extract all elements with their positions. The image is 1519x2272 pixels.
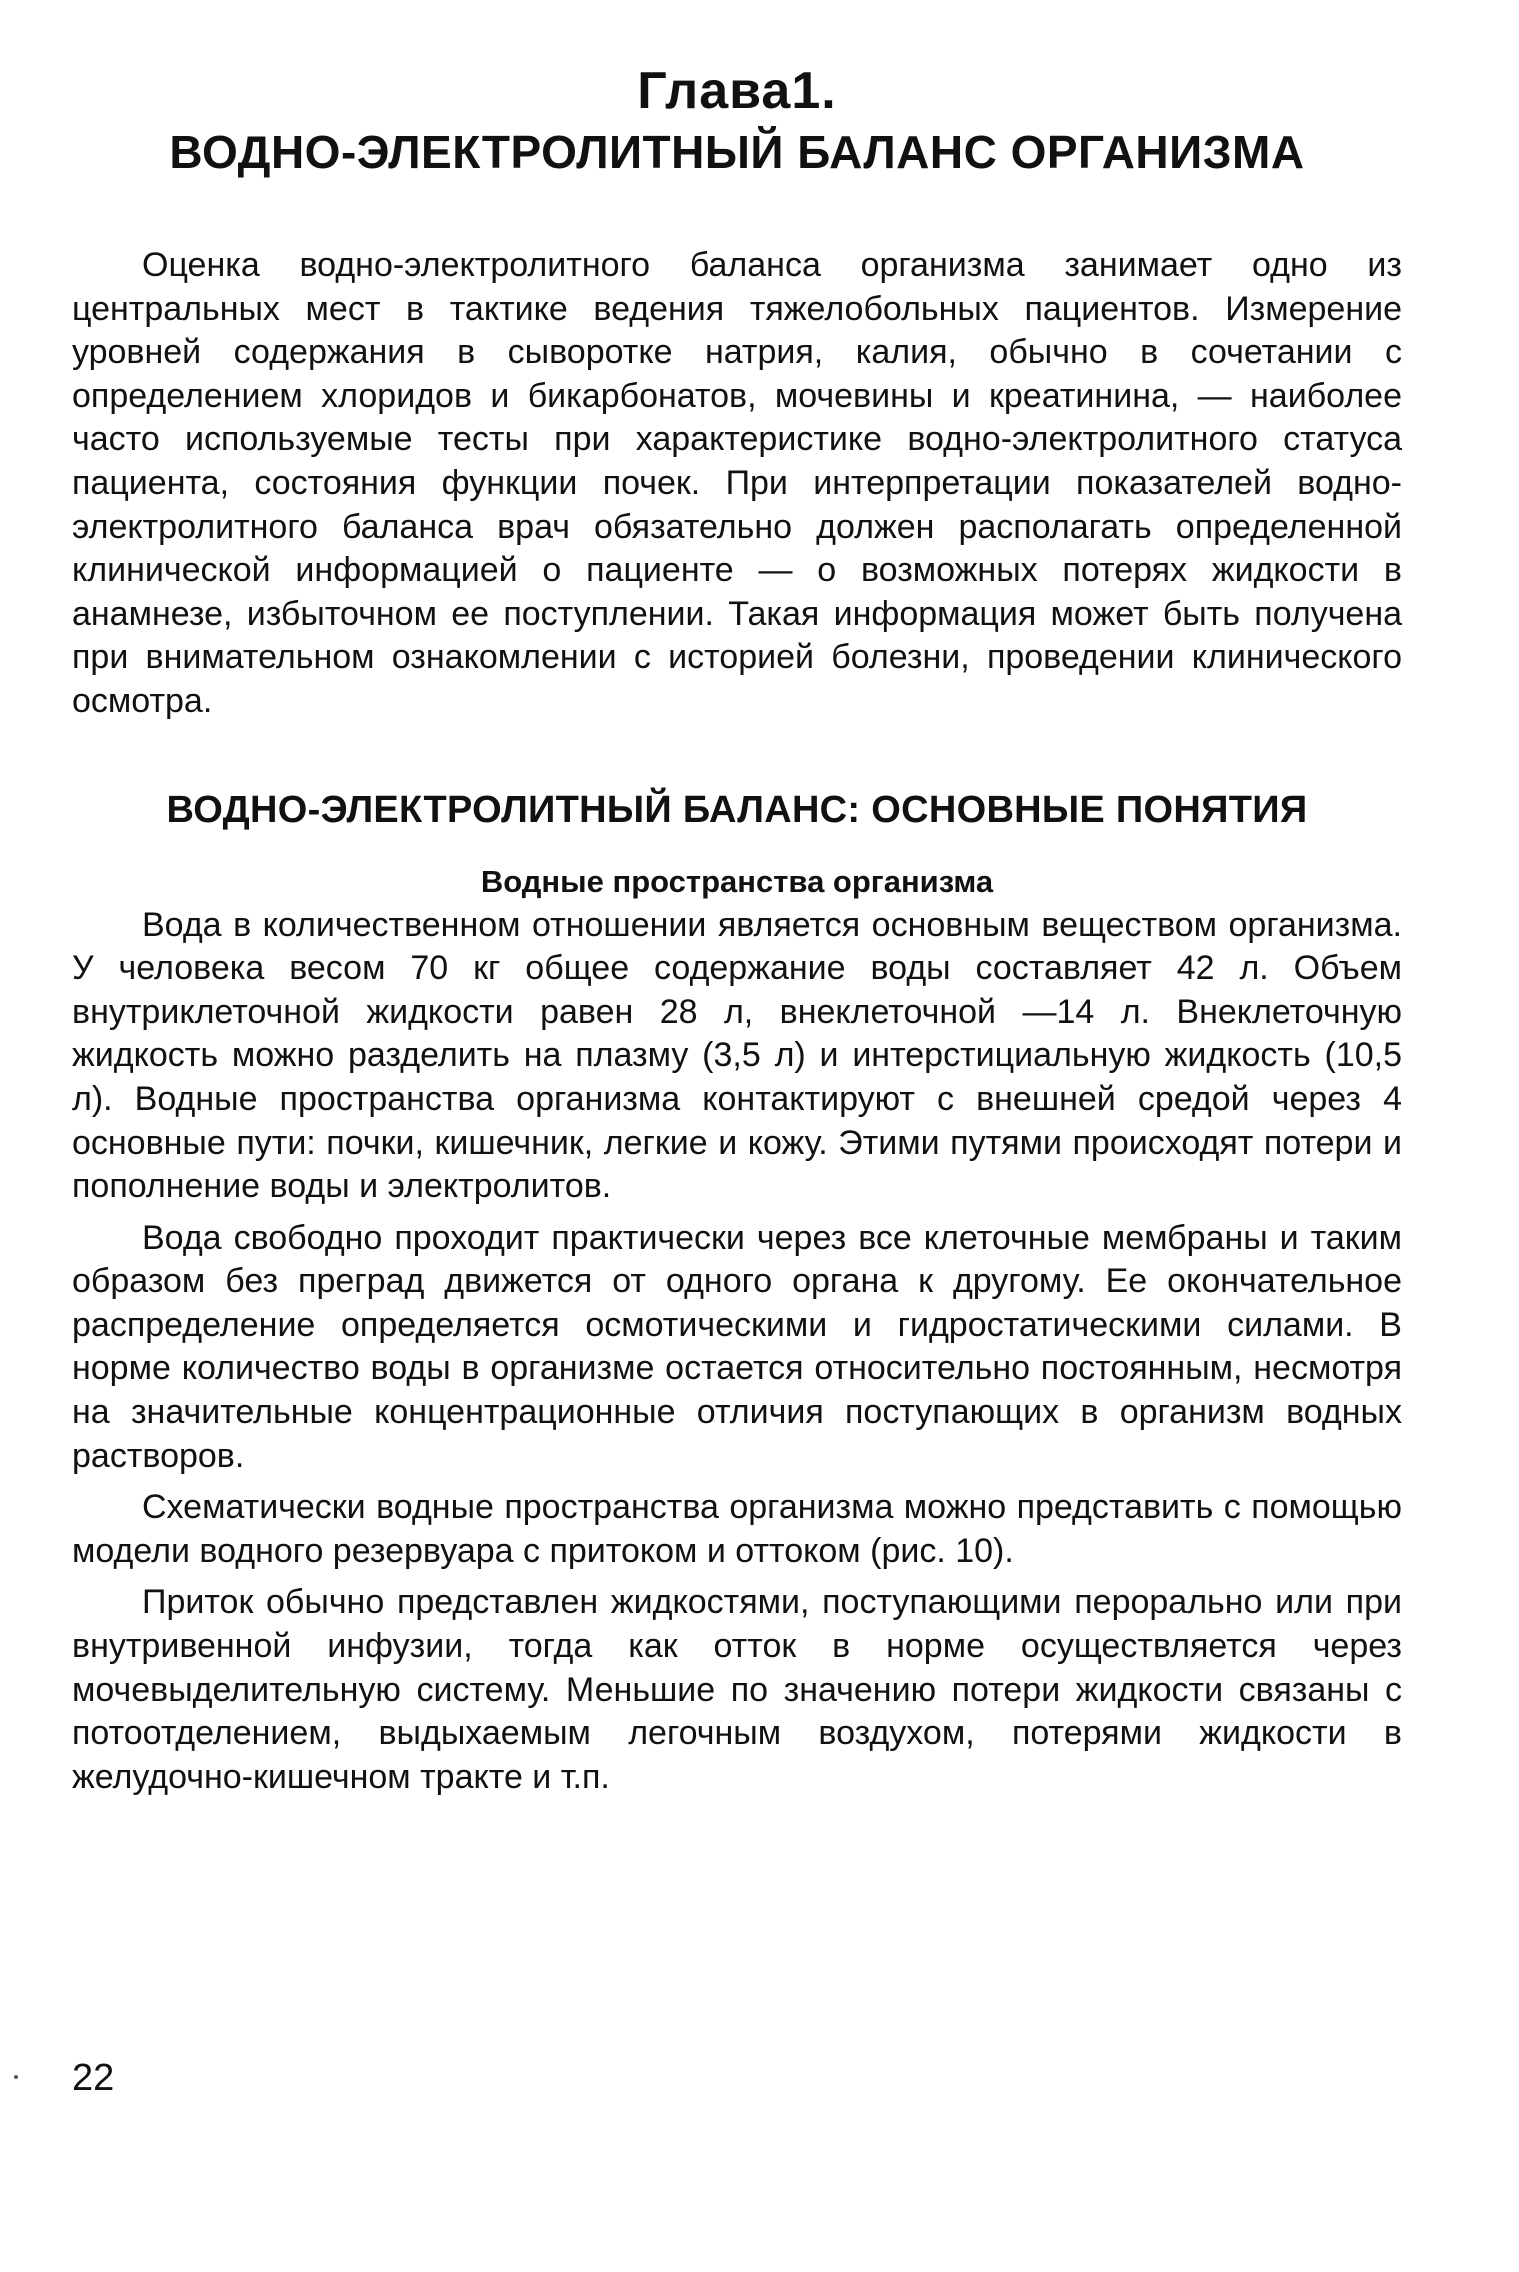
book-page xyxy=(72,60,1402,1799)
subsection-title: Водные пространства организма xyxy=(480,863,994,899)
body-paragraph-4: Приток обычно представлен жидкостями, поступающими перорально или при внутривенной инфузии, тогда как отток в норме осуществляется через мочевыделительную систему. Меньшие по значению потери жидкости связаны с потоотделением, выдыхаемым легочным воздухом, потерями жидкости в желудочно-кишечном тракте и т.п. xyxy=(72,1583,1402,1796)
chapter-label: Глава1. xyxy=(637,62,837,120)
page-number: 22 xyxy=(72,2057,115,2099)
section-title: ВОДНО-ЭЛЕКТРОЛИТНЫЙ БАЛАНС: ОСНОВНЫЕ ПОНЯТИЯ xyxy=(166,788,1308,831)
scan-speck xyxy=(14,2075,18,2079)
chapter-title: ВОДНО-ЭЛЕКТРОЛИТНЫЙ БАЛАНС ОРГАНИЗМА xyxy=(169,126,1305,178)
body-paragraph-1: Вода в количественном отношении является основным веществом организма. У человека весом 70 кг общее содержание воды составляет 42 л. Объем внутриклеточной жидкости равен 28 л, внеклеточной —14 л. Внеклеточную жидкость можно разделить на плазму (3,5 л) и интерстициальную жидкость (10,5 л). Водные пространства организма контактируют с внешней средой через 4 основные пути: почки, кишечник, легкие и кожу. Этими путями происходят потери и пополнение воды и электролитов. xyxy=(72,905,1402,1206)
intro-paragraph: Оценка водно-электролитного баланса организма занимает одно из центральных мест в тактике ведения тяжелобольных пациентов. Измерение уровней содержания в сыворотке натрия, калия, обычно в сочетании с определением хлоридов и бикарбонатов, мочевины и креатинина, — наиболее часто используемые тесты при характеристике водно-электролитного статуса пациента, состояния функции почек. При интерпретации показателей водно-электролитного баланса врач обязательно должен располагать определенной клинической информацией о пациенте — о возможных потерях жидкости в анамнезе, избыточном ее поступлении. Такая информация может быть получена при внимательном ознакомлении с историей болезни, проведении клинического осмотра. xyxy=(72,246,1402,720)
body-paragraph-3: Схематически водные пространства организма можно представить с помощью модели водного резервуара с притоком и оттоком (рис. 10). xyxy=(72,1488,1402,1570)
body-paragraph-2: Вода свободно проходит практически через все клеточные мембраны и таким образом без преград движется от одного органа к другому. Ее окончательное распределение определяется осмотическими и гидростатическими силами. В норме количество воды в организме остается относительно постоянным, несмотря на значительные концентрационные отличия поступающих в организм водных растворов. xyxy=(72,1218,1402,1475)
